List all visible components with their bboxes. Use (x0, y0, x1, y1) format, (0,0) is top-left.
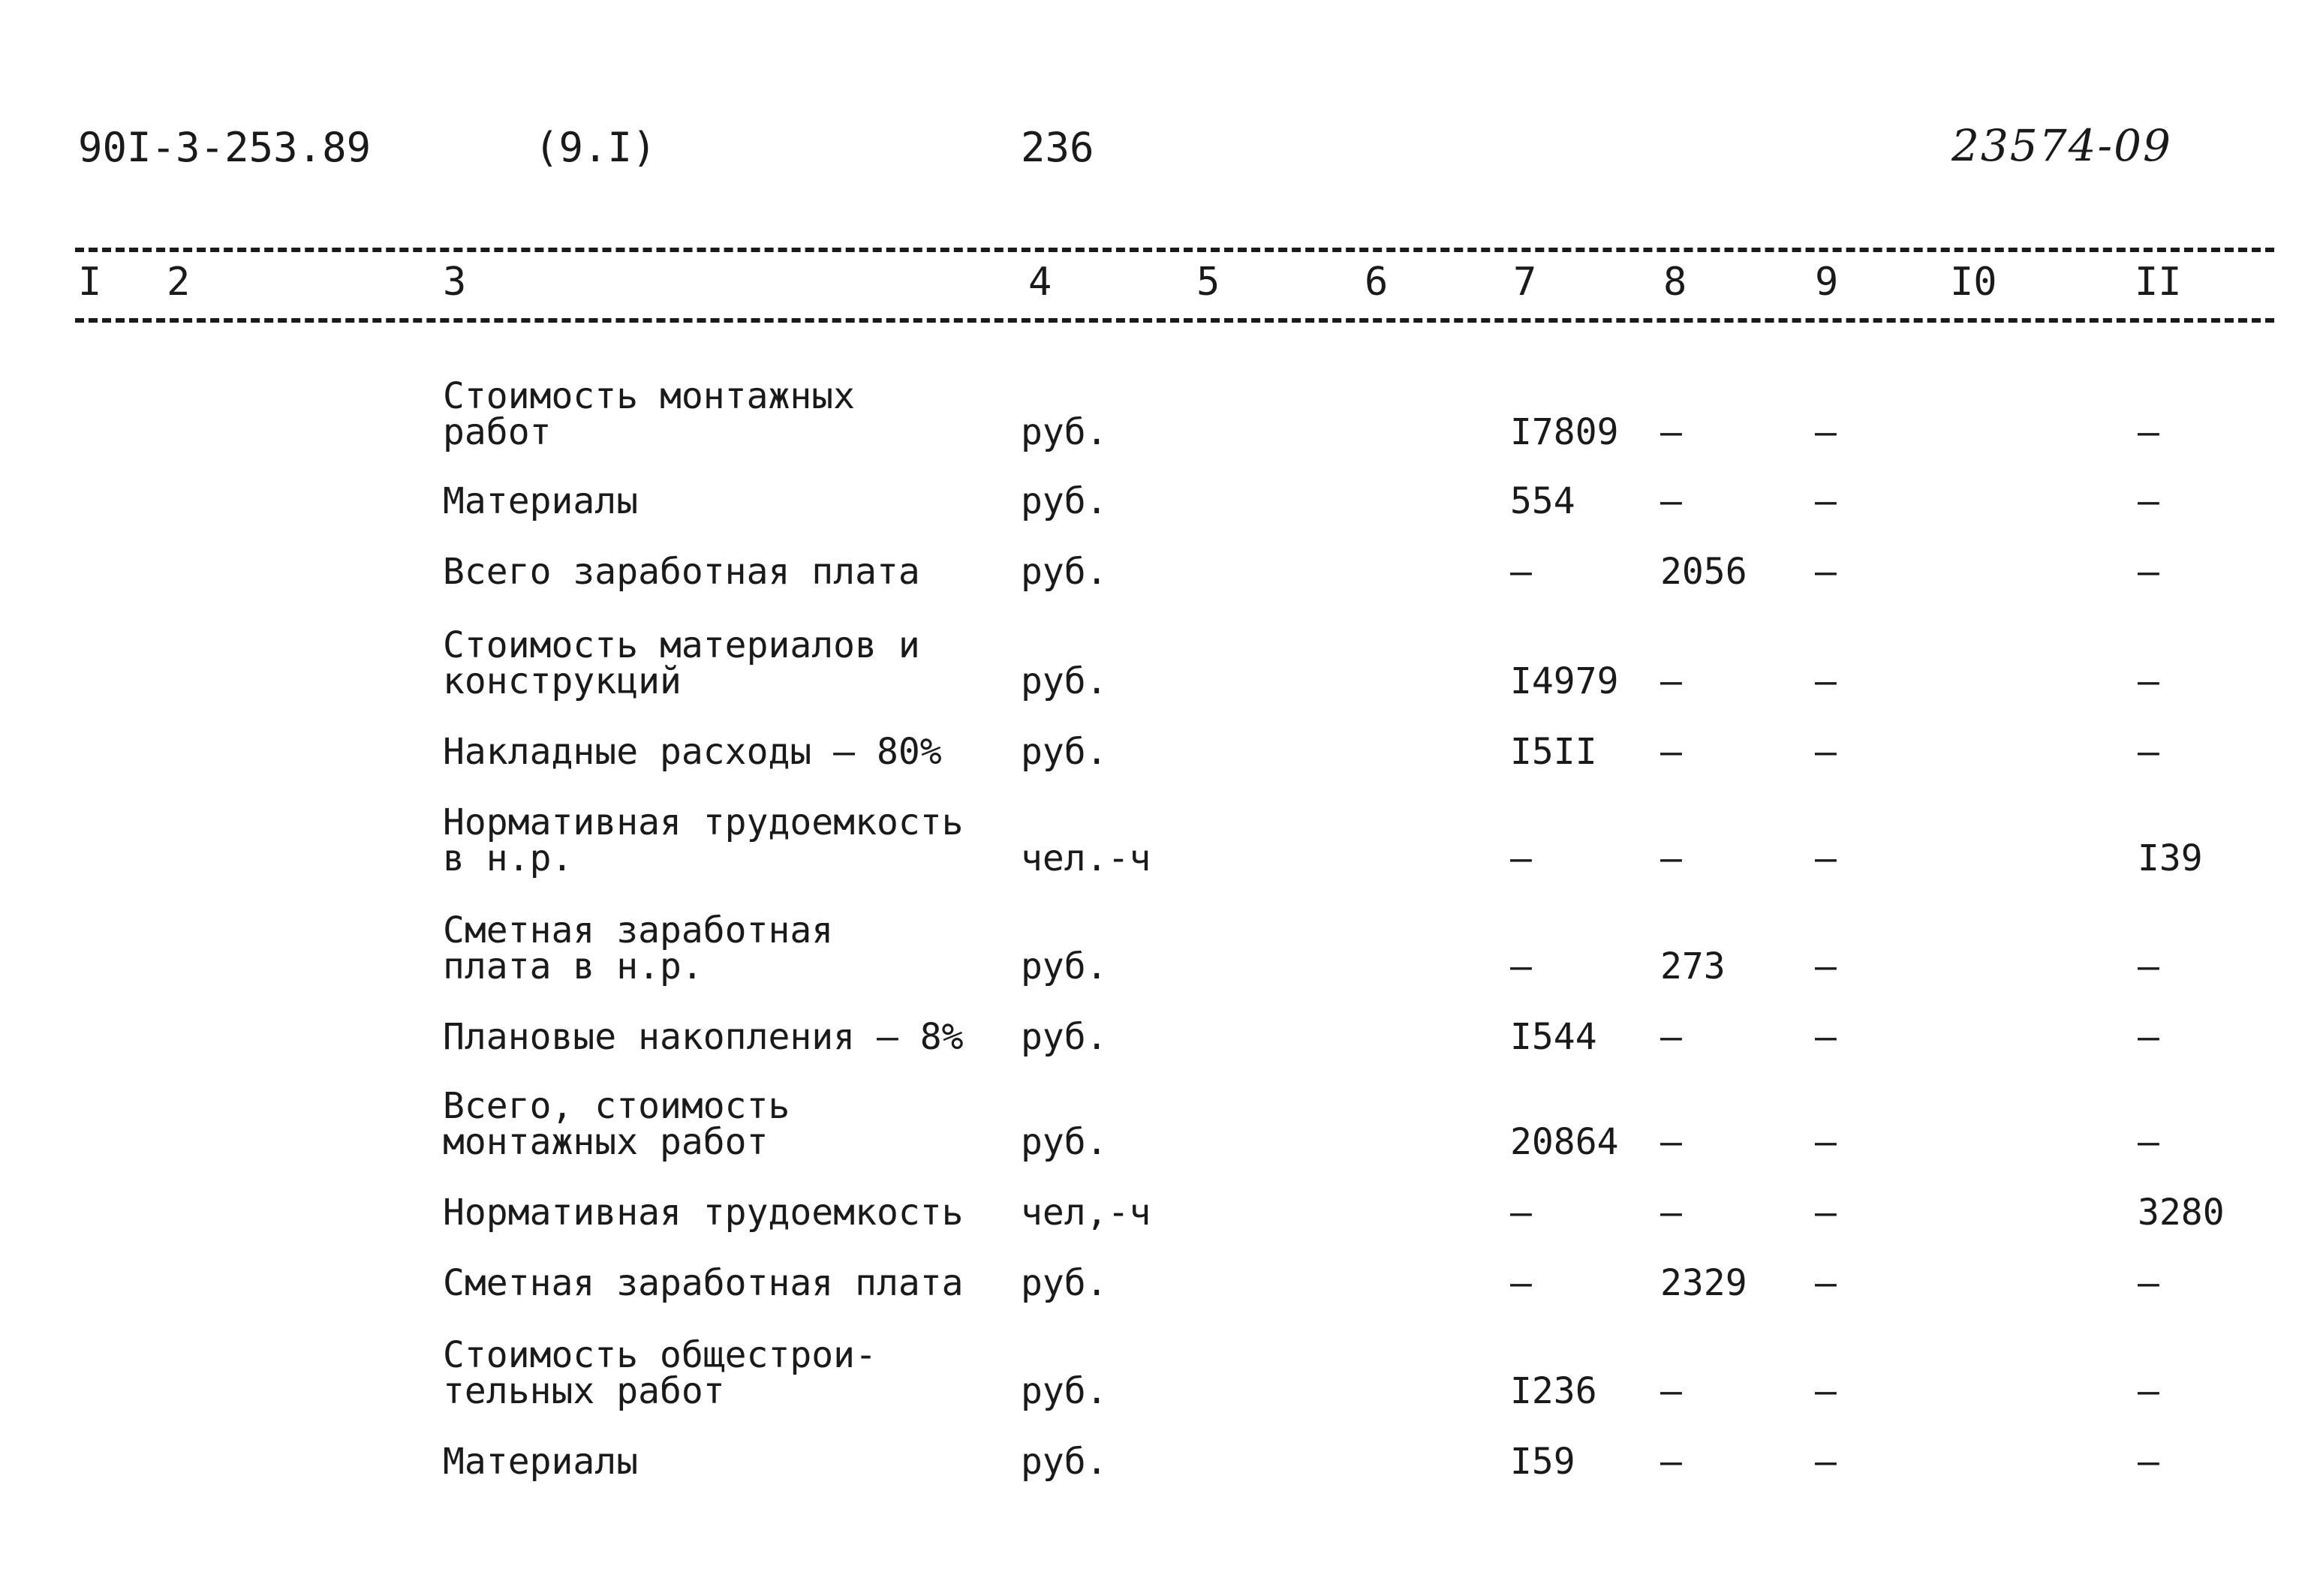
row-col11-value: – (2138, 411, 2159, 453)
row-col7-value: I4979 (1510, 660, 1619, 702)
row-unit: чел.-ч (1021, 837, 1151, 879)
row-description: Нормативная трудоемкость (443, 1192, 964, 1234)
row-col11-value: – (2138, 551, 2159, 593)
column-number-11: II (2135, 260, 2182, 305)
section-number: (9.I) (534, 124, 657, 171)
row-col11-value: – (2138, 945, 2159, 987)
row-col8-value: 2056 (1660, 551, 1747, 593)
row-col8-value: – (1660, 480, 1682, 522)
row-unit: руб. (1021, 945, 1108, 987)
column-number-2: 2 (167, 260, 191, 305)
row-col7-value: 554 (1510, 480, 1575, 522)
row-col8-value: – (1660, 660, 1682, 702)
column-number-3: 3 (443, 260, 467, 305)
column-number-6: 6 (1365, 260, 1389, 305)
row-col7-value: – (1510, 837, 1532, 879)
row-unit: руб. (1021, 1262, 1108, 1304)
row-col11-value: – (2138, 1016, 2159, 1058)
row-col7-value: – (1510, 945, 1532, 987)
row-col7-value: I59 (1510, 1441, 1575, 1483)
row-col8-value: – (1660, 837, 1682, 879)
column-number-9: 9 (1815, 260, 1839, 305)
row-col9-value: – (1815, 731, 1837, 773)
row-unit: руб. (1021, 411, 1108, 453)
row-unit: руб. (1021, 731, 1108, 773)
row-col7-value: – (1510, 1192, 1532, 1234)
row-unit: руб. (1021, 480, 1108, 522)
row-col9-value: – (1815, 1016, 1837, 1058)
row-col8-value: – (1660, 411, 1682, 453)
row-col11-value: – (2138, 1262, 2159, 1304)
row-description: Накладные расходы – 80% (443, 731, 942, 773)
row-description: Всего, стоимость монтажных работ (443, 1085, 790, 1163)
row-col8-value: – (1660, 1370, 1682, 1412)
column-number-5: 5 (1196, 260, 1220, 305)
row-col11-value: – (2138, 660, 2159, 702)
row-col9-value: – (1815, 1192, 1837, 1234)
row-unit: руб. (1021, 660, 1108, 702)
row-col7-value: I5II (1510, 731, 1597, 773)
row-col7-value: – (1510, 1262, 1532, 1304)
row-col8-value: – (1660, 731, 1682, 773)
row-description: Материалы (443, 480, 639, 522)
row-description: Материалы (443, 1441, 639, 1483)
row-unit: руб. (1021, 551, 1108, 593)
row-col7-value: – (1510, 551, 1532, 593)
row-col11-value: – (2138, 1441, 2159, 1483)
row-col9-value: – (1815, 411, 1837, 453)
row-unit: руб. (1021, 1121, 1108, 1163)
row-col9-value: – (1815, 660, 1837, 702)
row-unit: руб. (1021, 1370, 1108, 1412)
row-col11-value: 3280 (2138, 1192, 2225, 1234)
row-col8-value: – (1660, 1192, 1682, 1234)
row-col11-value: – (2138, 731, 2159, 773)
row-col8-value: 273 (1660, 945, 1726, 987)
row-description: Стоимость монтажных работ (443, 375, 856, 453)
column-number-1: I (78, 260, 102, 305)
row-description: Сметная заработная плата (443, 1262, 964, 1304)
row-col9-value: – (1815, 551, 1837, 593)
row-col9-value: – (1815, 945, 1837, 987)
row-col7-value: I7809 (1510, 411, 1619, 453)
row-col11-value: – (2138, 1121, 2159, 1163)
row-col8-value: 2329 (1660, 1262, 1747, 1304)
row-col8-value: – (1660, 1441, 1682, 1483)
row-description: Нормативная трудоемкость в н.р. (443, 801, 964, 879)
row-col7-value: I544 (1510, 1016, 1597, 1058)
row-description: Плановые накопления – 8% (443, 1016, 964, 1058)
header-rule-bottom (75, 318, 2274, 323)
column-number-10: I0 (1950, 260, 1997, 305)
row-unit: руб. (1021, 1441, 1108, 1483)
handwritten-stamp-number: 23574-09 (1951, 120, 2172, 171)
row-col9-value: – (1815, 480, 1837, 522)
page-number: 236 (1021, 124, 1094, 171)
row-col11-value: – (2138, 1370, 2159, 1412)
row-col11-value: I39 (2138, 837, 2203, 879)
row-col7-value: I236 (1510, 1370, 1597, 1412)
header-rule-top (75, 248, 2274, 252)
row-col9-value: – (1815, 1370, 1837, 1412)
row-col8-value: – (1660, 1016, 1682, 1058)
row-description: Стоимость общестрои- тельных работ (443, 1334, 877, 1412)
row-description: Стоимость материалов и конструкций (443, 624, 920, 702)
row-description: Сметная заработная плата в н.р. (443, 909, 834, 987)
column-number-7: 7 (1513, 260, 1537, 305)
row-col9-value: – (1815, 1262, 1837, 1304)
document-code: 90I-3-253.89 (78, 124, 372, 171)
row-col9-value: – (1815, 1441, 1837, 1483)
row-description: Всего заработная плата (443, 551, 920, 593)
row-unit: руб. (1021, 1016, 1108, 1058)
column-number-8: 8 (1663, 260, 1687, 305)
row-unit: чел,-ч (1021, 1192, 1151, 1234)
row-col9-value: – (1815, 1121, 1837, 1163)
row-col9-value: – (1815, 837, 1837, 879)
column-number-4: 4 (1028, 260, 1052, 305)
row-col7-value: 20864 (1510, 1121, 1619, 1163)
row-col11-value: – (2138, 480, 2159, 522)
row-col8-value: – (1660, 1121, 1682, 1163)
